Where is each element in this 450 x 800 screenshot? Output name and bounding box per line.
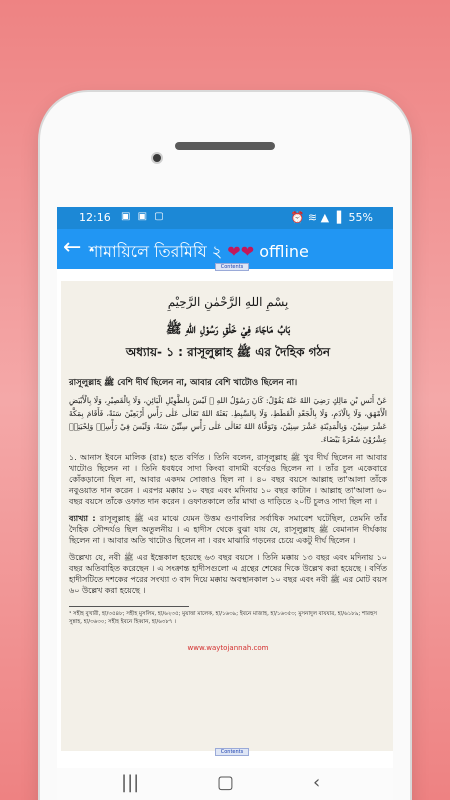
footnote: ¹ সহীহ বুখারী, হা/৩৫৪৮; সহীহ মুসলিম, হা/৬২৩৫; মুয়াত্তা মালেক, হা/১৬৩৯; ইবনে মাজাহ, হা/১৬৩৫৩; মুসনাদুল বাযযার, হা/৬১৮৯; শারহুস সুন্নাহ, হা/৩৬৩০; সহীহ ইবনে হিব্বান, হা/৬৩৮৭ । xyxy=(69,611,378,625)
phone-screen xyxy=(57,207,393,800)
back-icon[interactable]: ‹ xyxy=(313,772,321,793)
contents-link-bottom[interactable]: Contents xyxy=(215,748,249,756)
footnote-divider xyxy=(69,606,189,607)
explanation-paragraph xyxy=(69,513,387,546)
android-nav-bar xyxy=(57,768,393,800)
chapter-arabic-title: بَابُ مَاجَاءَ فِيْ خَلْقِ رَسُوْلِ اللهِ ﷺ xyxy=(165,322,291,337)
explanation-label: ব্যাখ্যা : xyxy=(69,514,96,523)
arabic-hadith: عَنْ أَنَسِ بْنِ مَالِكٍ رَضِيَ اللهُ عَنْهُ يَقُوْلُ: كَانَ رَسُوْلُ اللهِ ﷺ لَيْسَ بِالطَّوِيْلِ الْبَائِنِ، وَلَا بِالْقَصِيْرِ، وَلَا بِالْأَبْيَضِ الْأَمْهَقِ، وَلَا بِالْآدَمِ، وَلَا بِالْجَعْدِ الْقَطَطِ، وَلَا بِالسَّبِطِ. بَعَثَهُ اللهُ تَعَالٰى عَلٰى رَأْسِ أَرْبَعِيْنَ سَنَةً، فَأَقَامَ بِمَكَّةَ عَشْرَ سِنِيْنَ، وَبِالْمَدِيْنَةِ عَشْرَ سِنِيْنَ، وَتَوَفَّاهُ اللهُ تَعَالٰى عَلٰى رَأْسِ سِتِّيْنَ سَنَةً، وَلَيْسَ فِيْ رَأْسِهٖ وَلِحْيَتِهٖ عِشْرُوْنَ شَعْرَةً بَيْضَاءَ. xyxy=(69,396,387,444)
status-bar xyxy=(57,207,393,229)
battery-percentage: 55% xyxy=(348,211,373,224)
system-status-icons: ⏰ ≋ ▲ ▐ xyxy=(290,211,342,224)
app-title-text: শামায়িলে তিরমিযি ২ xyxy=(89,242,223,261)
contents-link-top[interactable]: Contents xyxy=(215,263,249,271)
book-page xyxy=(61,281,393,751)
home-icon[interactable]: ▢ xyxy=(217,772,235,793)
notification-icons: ▣ ▣ ▢ xyxy=(121,211,166,222)
status-right xyxy=(287,211,373,224)
app-title xyxy=(89,239,309,266)
hadith-translation: ১. আনাস ইবনে মালিক (রাঃ) হতে বর্ণিত । তিনি বলেন, রাসূলুল্লাহ ﷺ খুব দীর্ঘ ছিলেন না আবার খাটোও ছিলেন না । তিনি ধবধবে সাদা কিংবা বাদামী বর্ণেরও ছিলেন না । তাঁর চুল একেবারে কোঁকড়ানো ছিল না, আবার একদম সোজাও ছিল না । ৪০ বছর বয়সে আল্লাহ তা'আলা তাঁকে নবুওয়াত দান করেন । এরপর মক্কায় ১০ বছর এবং মদিনায় ১০ বছর কাটান । আল্লাহ তা'আলা ৬০ বছর বয়সে তাঁকে ওফাত দান করেন । ওফাতকালে তাঁর মাথা ও দাড়িতে ২০টি চুলও সাদা ছিল না । xyxy=(69,453,388,506)
explanation-text: রাসূলুল্লাহ ﷺ এর মাঝে যেমন উত্তম গুণাবলির সর্বাধিক সমাবেশ ঘটেছিল, তেমনি তাঁর দৈহিক সৌন্দর্যও ছিল অতুলনীয় । এ হাদীস থেকে বুঝা যায় যে, রাসূলুল্লাহ ﷺ বেমানান দীর্ঘকায় ছিলেন না । আবার অতি খাটোও ছিলেন না । বরং মাঝারি গড়নের চেয়ে একটু দীর্ঘ ছিলেন । xyxy=(69,514,387,545)
recents-icon[interactable]: ||| xyxy=(121,772,140,793)
extra-note: উল্লেখ্য যে, নবী ﷺ এর ইন্তেকাল হয়েছে ৬৩ বছর বয়সে । তিনি মক্কায় ১৩ বছর এবং মদিনায় ১০ বছর অতিবাহিত করেছেন । এ সংক্রান্ত হাদীসগুলো এ গ্রন্থের শেষের দিকে উল্লেখ করা হয়েছে । বর্ণিত হাদীসটিতে দশকের পরের সংখ্যা ৩ বাদ দিয়ে মক্কায় অবস্থানকাল ১০ বছর এবং নবী ﷺ এর মোট বয়স ৬০ উল্লেখ করা হয়েছে । xyxy=(69,553,387,595)
app-title-suffix: offline xyxy=(259,242,309,261)
heart-icon: ❤❤ xyxy=(227,242,255,261)
phone-camera xyxy=(151,152,163,164)
section-heading: রাসূলুল্লাহ ﷺ বেশি দীর্ঘ ছিলেন না, আবার বেশি খাটোও ছিলেন না। xyxy=(69,378,298,388)
phone-speaker xyxy=(175,142,275,150)
chapter-title: অধ্যায়- ১ : রাসূলুল্লাহ ﷺ এর দৈহিক গঠন xyxy=(125,345,331,359)
back-arrow-icon[interactable]: ← xyxy=(63,235,82,260)
status-time: 12:16 xyxy=(79,211,111,224)
website-link[interactable]: www.waytojannah.com xyxy=(187,644,269,652)
bismillah: بِسْمِ اللهِ الرَّحْمٰنِ الرَّحِيْمِ xyxy=(167,295,289,309)
